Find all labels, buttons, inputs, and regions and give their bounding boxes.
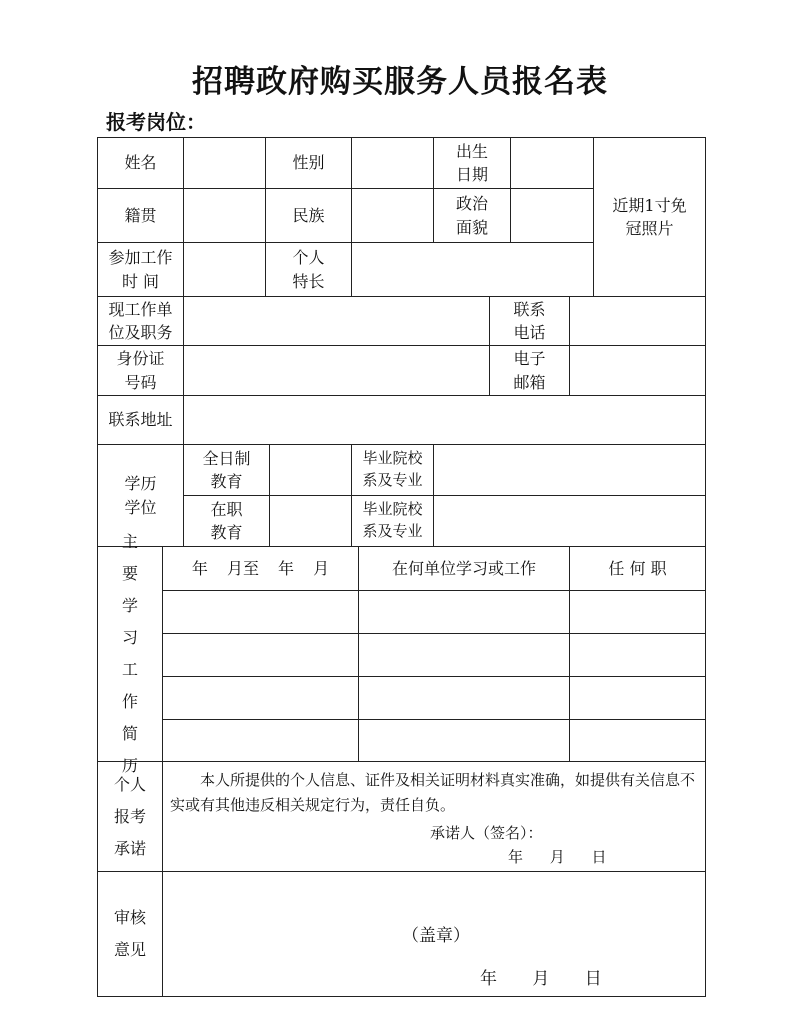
review-date: 年 月 日 [480,969,602,989]
photo-box[interactable]: 近期1寸免冠照片 [593,137,706,297]
fulltime-school-label: 毕业院校系及专业 [351,444,434,496]
education-label: 学历学位 [97,444,184,547]
resume-col-position: 任 何 职 [569,546,706,591]
promise-label: 个人报考承诺 [97,761,163,872]
resume-row-4-unit[interactable] [358,719,570,762]
current-unit-label: 现工作单位及职务 [97,296,184,346]
resume-row-1-period[interactable] [162,590,359,634]
resume-row-1-position[interactable] [569,590,706,634]
phone-label: 联系电话 [489,296,570,346]
review-label: 审核意见 [97,871,163,997]
resume-col-period: 年 月至 年 月 [162,546,359,591]
native-place-label: 籍贯 [97,188,184,243]
resume-row-4-position[interactable] [569,719,706,762]
seal-text: （盖章） [402,926,470,946]
current-unit-field[interactable] [183,296,490,346]
onjob-education-field[interactable] [269,495,352,547]
work-start-label: 参加工作时 间 [97,242,184,297]
specialty-field[interactable] [351,242,594,297]
birth-date-label: 出生日期 [433,137,511,189]
resume-row-4-period[interactable] [162,719,359,762]
birth-date-field[interactable] [510,137,594,189]
native-place-field[interactable] [183,188,266,243]
resume-row-3-period[interactable] [162,676,359,720]
specialty-label: 个人特长 [265,242,352,297]
onjob-school-field[interactable] [433,495,706,547]
email-label: 电子邮箱 [489,345,570,396]
resume-row-2-unit[interactable] [358,633,570,677]
promise-date: 年 月 日 [508,848,607,866]
page-title: 招聘政府购买服务人员报名表 [192,64,608,100]
gender-field[interactable] [351,137,434,189]
political-status-label: 政治面貌 [433,188,511,243]
promise-text: 本人所提供的个人信息、证件及相关证明材料真实准确，如提供有关信息不实或有其他违反相关规定行为，责任自负。 [170,771,696,814]
name-label: 姓名 [97,137,184,189]
email-field[interactable] [569,345,706,396]
position-label: 报考岗位： [106,110,206,134]
fulltime-education-field[interactable] [269,444,352,496]
id-number-field[interactable] [183,345,490,396]
resume-row-2-period[interactable] [162,633,359,677]
fulltime-school-field[interactable] [433,444,706,496]
resume-row-2-position[interactable] [569,633,706,677]
id-number-label: 身份证号码 [97,345,184,396]
ethnicity-field[interactable] [351,188,434,243]
address-label: 联系地址 [97,395,184,445]
resume-label: 主要学习工作简历 [97,546,163,762]
phone-field[interactable] [569,296,706,346]
gender-label: 性别 [265,137,352,189]
ethnicity-label: 民族 [265,188,352,243]
onjob-education-label: 在职教育 [183,495,270,547]
onjob-school-label: 毕业院校系及专业 [351,495,434,547]
resume-row-3-unit[interactable] [358,676,570,720]
resume-col-unit: 在何单位学习或工作 [358,546,570,591]
address-field[interactable] [183,395,706,445]
name-field[interactable] [183,137,266,189]
fulltime-education-label: 全日制教育 [183,444,270,496]
resume-row-3-position[interactable] [569,676,706,720]
resume-row-1-unit[interactable] [358,590,570,634]
political-status-field[interactable] [510,188,594,243]
promise-signer: 承诺人（签名）： [430,824,543,842]
work-start-field[interactable] [183,242,266,297]
